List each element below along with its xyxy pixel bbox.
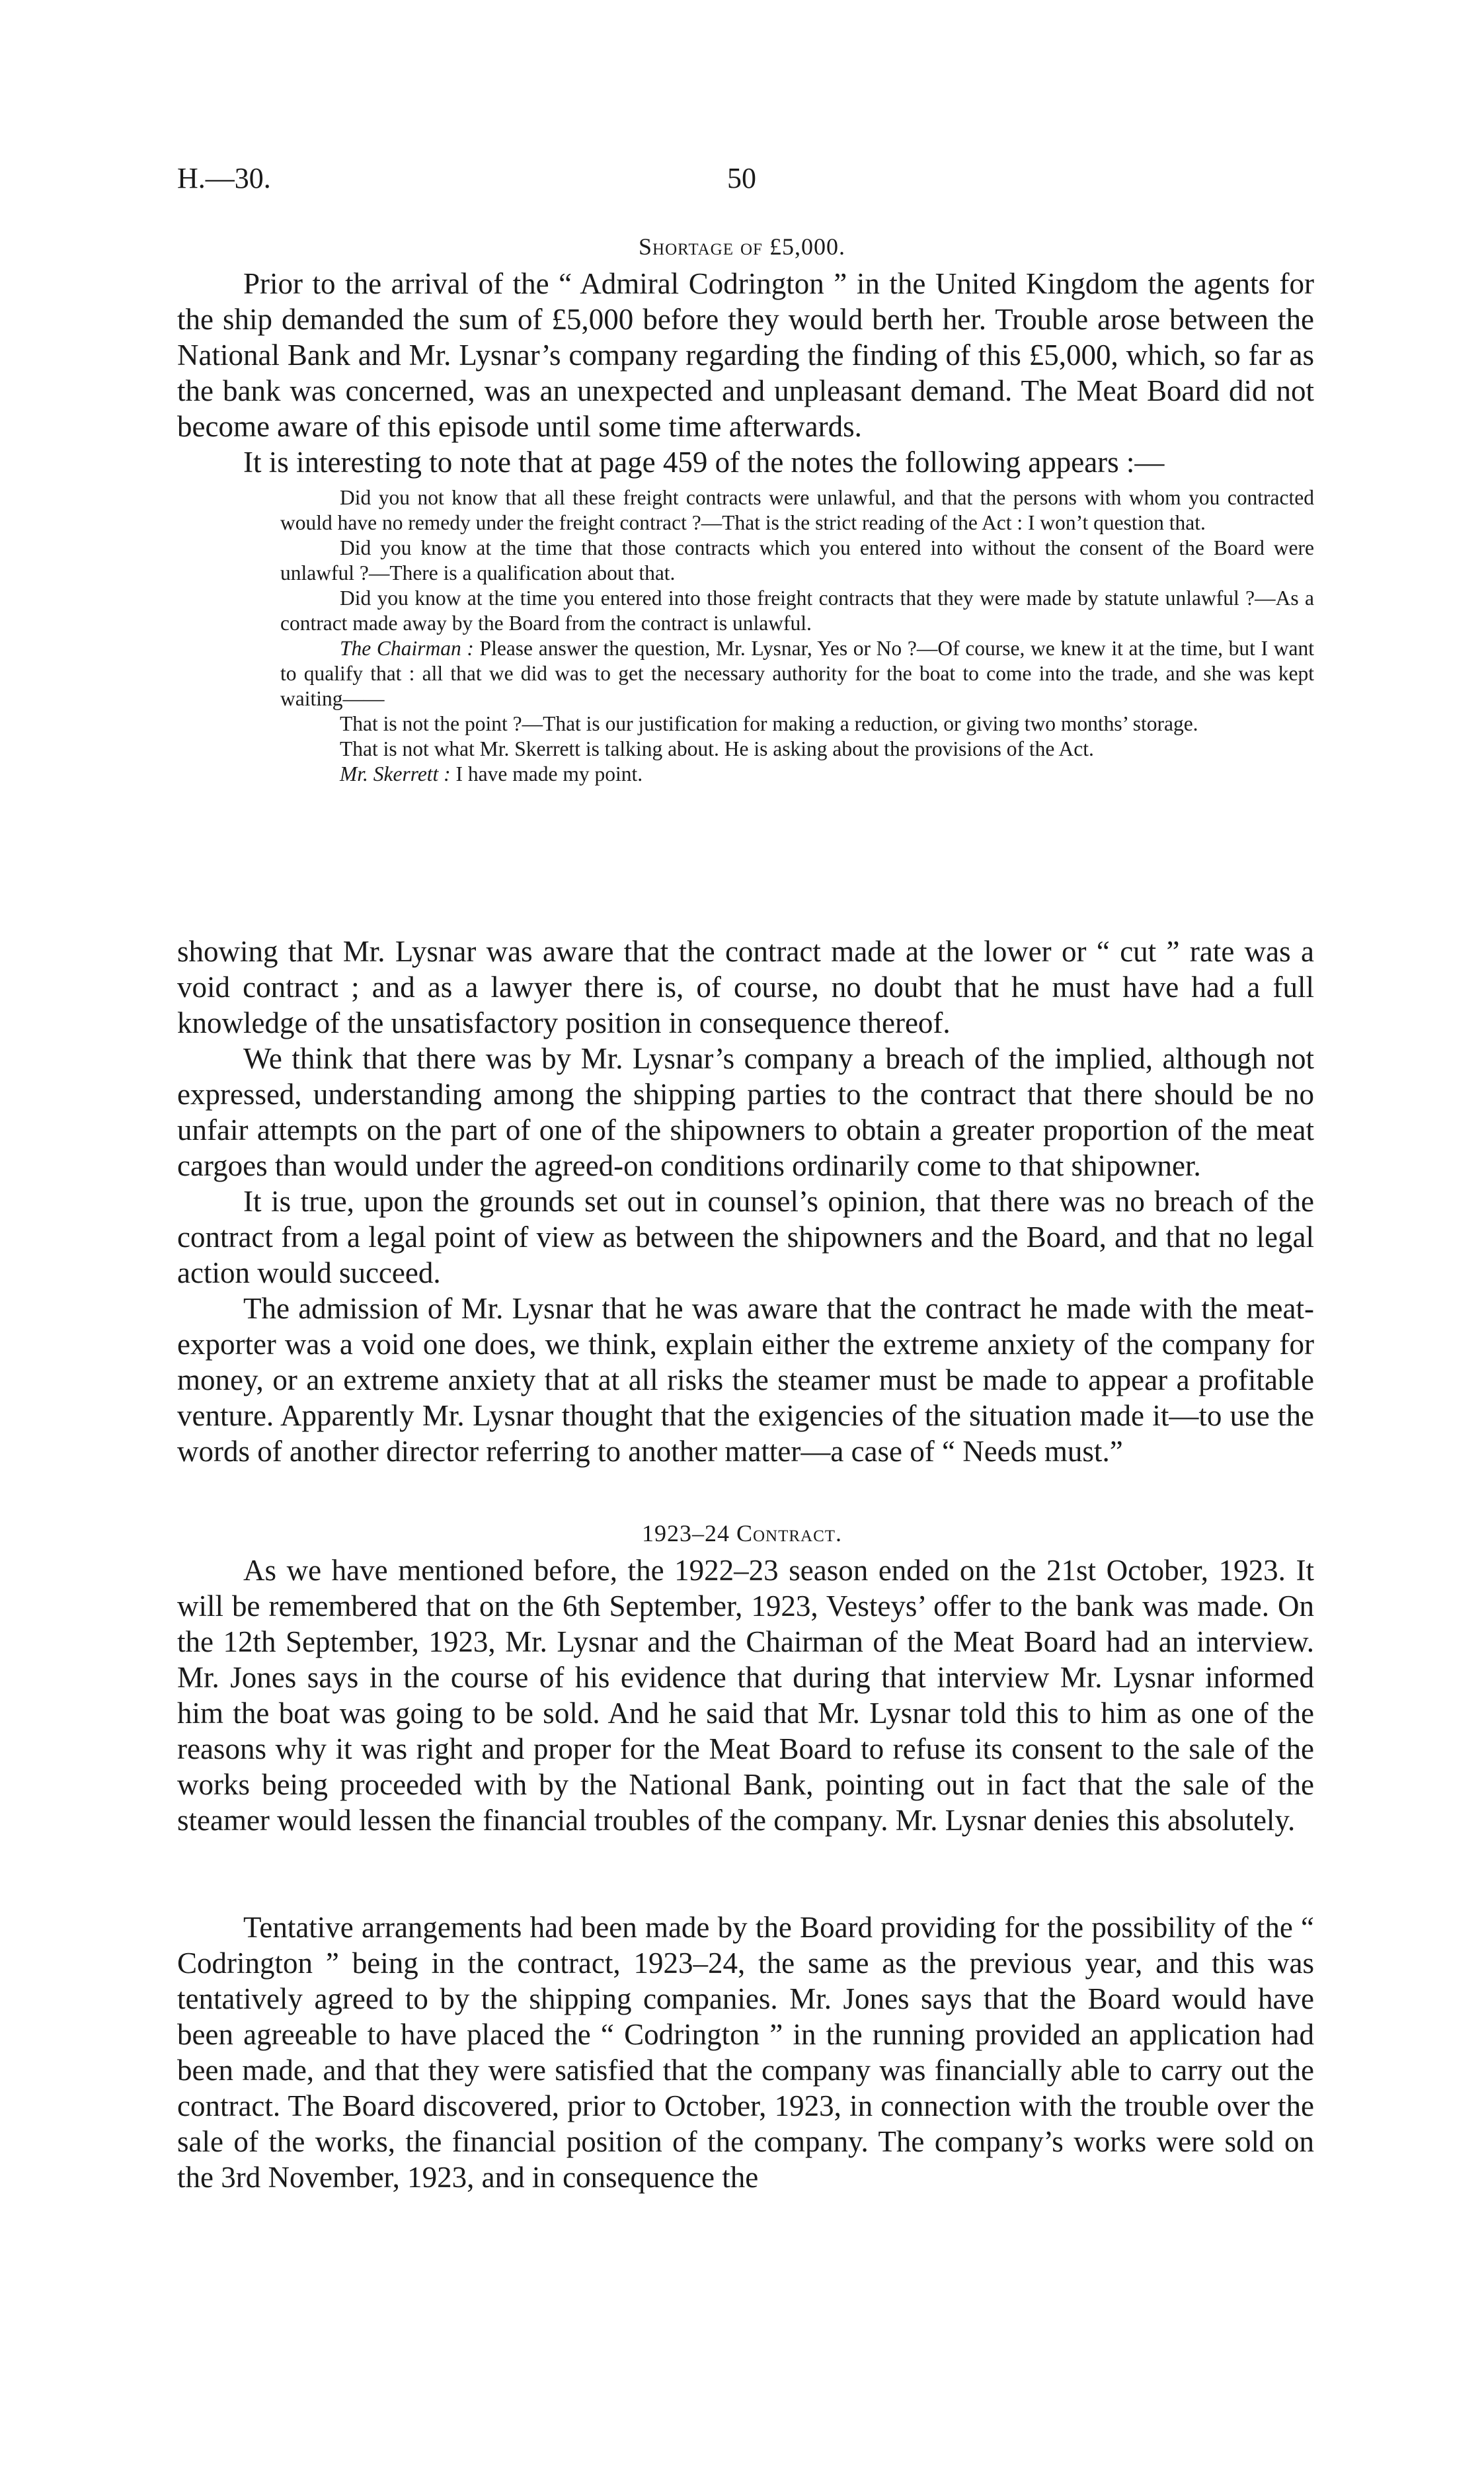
- speaker-text: Please answer the question, Mr. Lysnar, Yes or No ?—Of course, we knew it at the time, but I want to qualify that : all that we did was to get the necessary authority for the boat to come into the trade, and she was kept waiting——: [280, 637, 1314, 710]
- quote-line: Did you know at the time that those contracts which you entered into without the consent of the Board were unlawful ?—There is a qualification about that.: [280, 536, 1314, 584]
- paragraph-no-legal-breach: It is true, upon the grounds set out in counsel’s opinion, that there was no breach of the contract from a legal point of view as between the shipowners and the Board, and that no legal action would succeed.: [177, 1185, 1314, 1289]
- paragraph-admission: The admission of Mr. Lysnar that he was aware that the contract he made with the meat-exporter was a void one does, we think, explain either the extreme anxiety of the company for money, or an extreme anxiety that at all risks the steamer must be made to appear a profitable venture. Apparently Mr. Lysnar thought that the exigencies of the situation made it—to use the words of another director referring to another matter—a case of “ Needs must.”: [177, 1292, 1314, 1468]
- quote-line: [280, 636, 1314, 711]
- document-reference: H.—30.: [177, 162, 271, 194]
- quote-line: [280, 762, 1314, 787]
- paragraph-tentative-arrangements: Tentative arrangements had been made by the Board providing for the possibility of the “ Codrington ” being in the contract, 1923–24, the same as the previous year, and this was tentatively agreed to by the shipping companies. Mr. Jones says that the Board would have been agreeable to have placed the “ Codrington ” in the running provided an application had been made, and that they were satisfied that the company was financially able to carry out the contract. The Board discovered, prior to October, 1923, in connection with the trouble over the sale of the works, the financial position of the company. The company’s works were sold on the 3rd November, 1923, and in consequence the: [177, 1911, 1314, 2194]
- paragraph-notes-intro: It is interesting to note that at page 459 of the notes the following appears :—: [243, 446, 1165, 479]
- paragraph-shortage-demand: Prior to the arrival of the “ Admiral Codrington ” in the United Kingdom the agents for the ship demanded the sum of £5,000 before they would berth her. Trouble arose between the National Bank and Mr. Lysnar’s company regarding the finding of this £5,000, which, so far as the bank was concerned, was an unexpected and unpleasant demand. The Meat Board did not become aware of this episode until some time afterwards.: [177, 267, 1314, 443]
- quote-line: That is not what Mr. Skerrett is talking about. He is asking about the provisions of the Act.: [340, 737, 1094, 760]
- speaker-label: The Chairman :: [340, 637, 474, 660]
- quote-line: Did you not know that all these freight contracts were unlawful, and that the persons with whom you contracted would have no remedy under the freight contract ?—That is the strict reading of the Act : I won’t question that.: [280, 486, 1314, 534]
- quote-line: Did you know at the time you entered into those freight contracts that they were made by statute unlawful ?—As a contract made away by the Board from the contract is unlawful.: [280, 586, 1314, 635]
- paragraph-breach-implied: We think that there was by Mr. Lysnar’s company a breach of the implied, although not expressed, understanding among the shipping parties to the contract that there should be no unfair attempts on the part of one of the shipowners to obtain a greater proportion of the meat cargoes than would under the agreed-on conditions ordinarily come to that shipowner.: [177, 1042, 1314, 1182]
- page-number: 50: [727, 162, 756, 194]
- paragraph-void-contract: showing that Mr. Lysnar was aware that the contract made at the lower or “ cut ” rate was a void contract ; and as a lawyer there is, of course, no doubt that he must have had a full knowledge of the unsatisfactory position in consequence thereof.: [177, 935, 1314, 1039]
- quote-line: That is not the point ?—That is our justification for making a reduction, or giving two months’ storage.: [340, 712, 1198, 735]
- speaker-label: Mr. Skerrett :: [340, 762, 451, 785]
- paragraph-season-ended: As we have mentioned before, the 1922–23 season ended on the 21st October, 1923. It will be remembered that on the 6th September, 1923, Vesteys’ offer to the bank was made. On the 12th September, 1923, Mr. Lysnar and the Chairman of the Meat Board had an interview. Mr. Jones says in the course of his evidence that during that interview Mr. Lysnar informed him the boat was going to be sold. And he said that Mr. Lysnar told this to him as one of the reasons why it was right and proper for the Meat Board to refuse its consent to the sale of the works being proceeded with by the National Bank, pointing out in fact that the sale of the steamer would lessen the financial troubles of the company. Mr. Lysnar denies this absolutely.: [177, 1554, 1314, 1837]
- speaker-text: I have made my point.: [450, 762, 643, 785]
- section-heading-shortage: Shortage of £5,000.: [639, 233, 845, 260]
- section-heading-contract: 1923–24 Contract.: [641, 1520, 843, 1547]
- evidence-quote: [280, 485, 1314, 787]
